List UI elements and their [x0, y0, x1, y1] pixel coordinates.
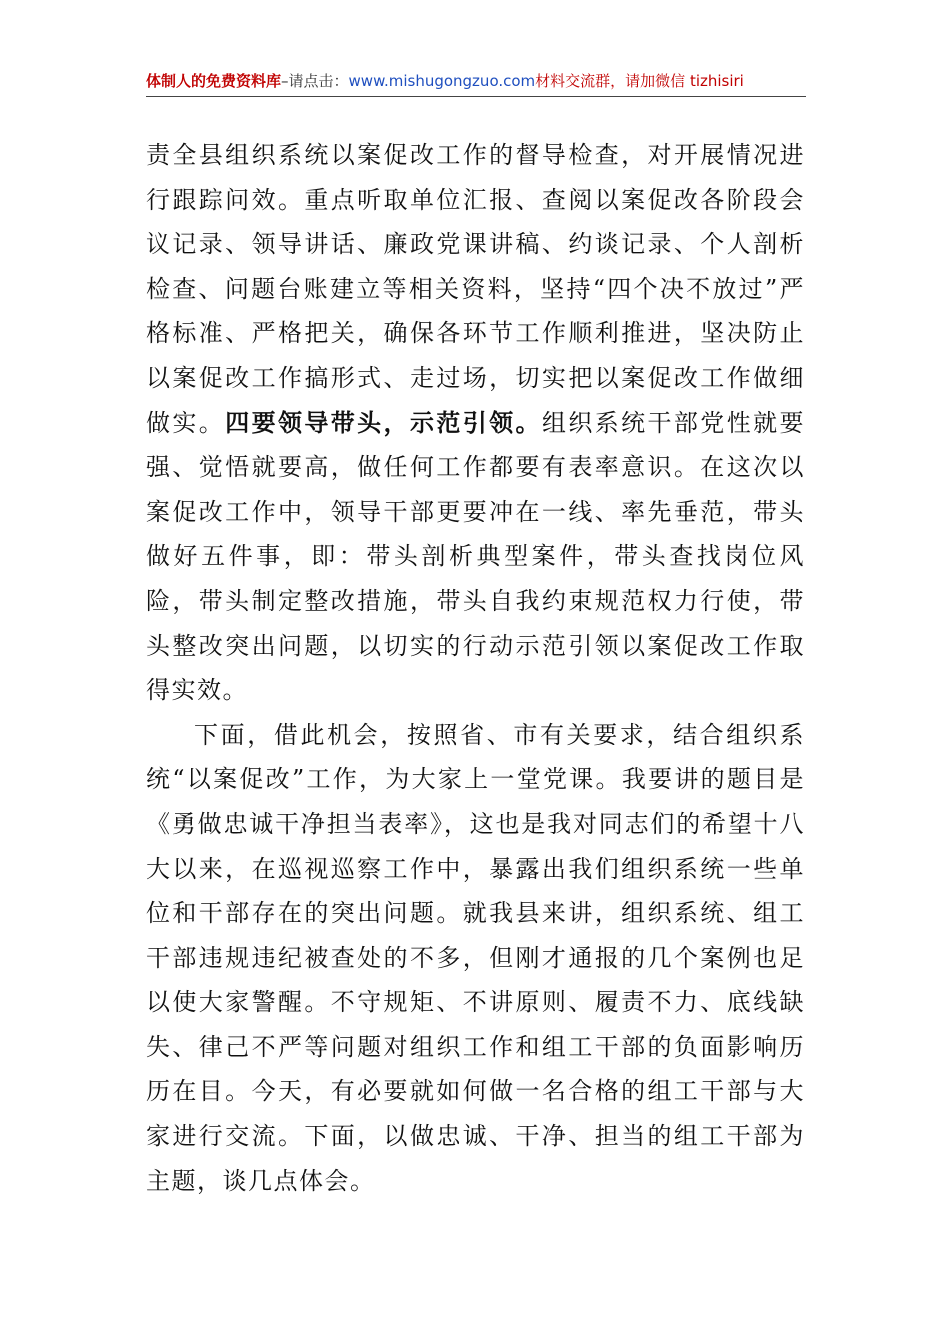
- paragraph-2: 下面，借此机会，按照省、市有关要求，结合组织系统“以案促改”工作，为大家上一堂党课。我要讲的题目是《勇做忠诚干净担当表率》，这也是我对同志们的希望十八大以来，在巡视巡察工作中，暴露出我们组织系统一些单位和干部存在的突出问题。就我县来讲，组织系统、组工干部违规违纪被查处的不多，但刚才通报的几个案例也足以使大家警醒。不守规矩、不讲原则、履责不力、底线缺失、律己不严等问题对组织工作和组工干部的负面影响历历在目。今天，有必要就如何做一名合格的组工干部与大家进行交流。下面，以做忠诚、干净、担当的组工干部为主题，谈几点体会。: [146, 720, 805, 1195]
- paragraph-1-text-after: 组织系统干部党性就要强、觉悟就要高，做任何工作都要有表率意识。在这次以案促改工作中，领导干部更要冲在一线、率先垂范，带头做好五件事，即：带头剖析典型案件，带头查找岗位风险，带头制定整改措施，带头自我约束规范权力行使，带头整改突出问题，以切实的行动示范引领以案促改工作取得实效。: [146, 408, 805, 705]
- page-header: [146, 66, 806, 96]
- header-brand: 体制人的免费资料库: [146, 72, 282, 90]
- document-body: [146, 133, 805, 1203]
- header-divider: [146, 96, 806, 97]
- paragraph-1-text-before: 责全县组织系统以案促改工作的督导检查，对开展情况进行跟踪问效。重点听取单位汇报、查阅以案促改各阶段会议记录、领导讲话、廉政党课讲稿、约谈记录、个人剖析检查、问题台账建立等相关资料，坚持“四个决不放过”严格标准、严格把关，确保各环节工作顺利推进，坚决防止以案促改工作搞形式、走过场，切实把以案促改工作做细做实。: [146, 141, 805, 437]
- header-website-link[interactable]: www.mishugongzuo.com: [348, 72, 536, 90]
- header-wechat-note: 材料交流群，请加微信 tizhisiri: [535, 72, 744, 90]
- header-prompt: –请点击：: [281, 72, 349, 90]
- section-heading-lead-by-example: 四要领导带头，示范引领。: [225, 407, 542, 437]
- paragraph-1: [146, 133, 805, 713]
